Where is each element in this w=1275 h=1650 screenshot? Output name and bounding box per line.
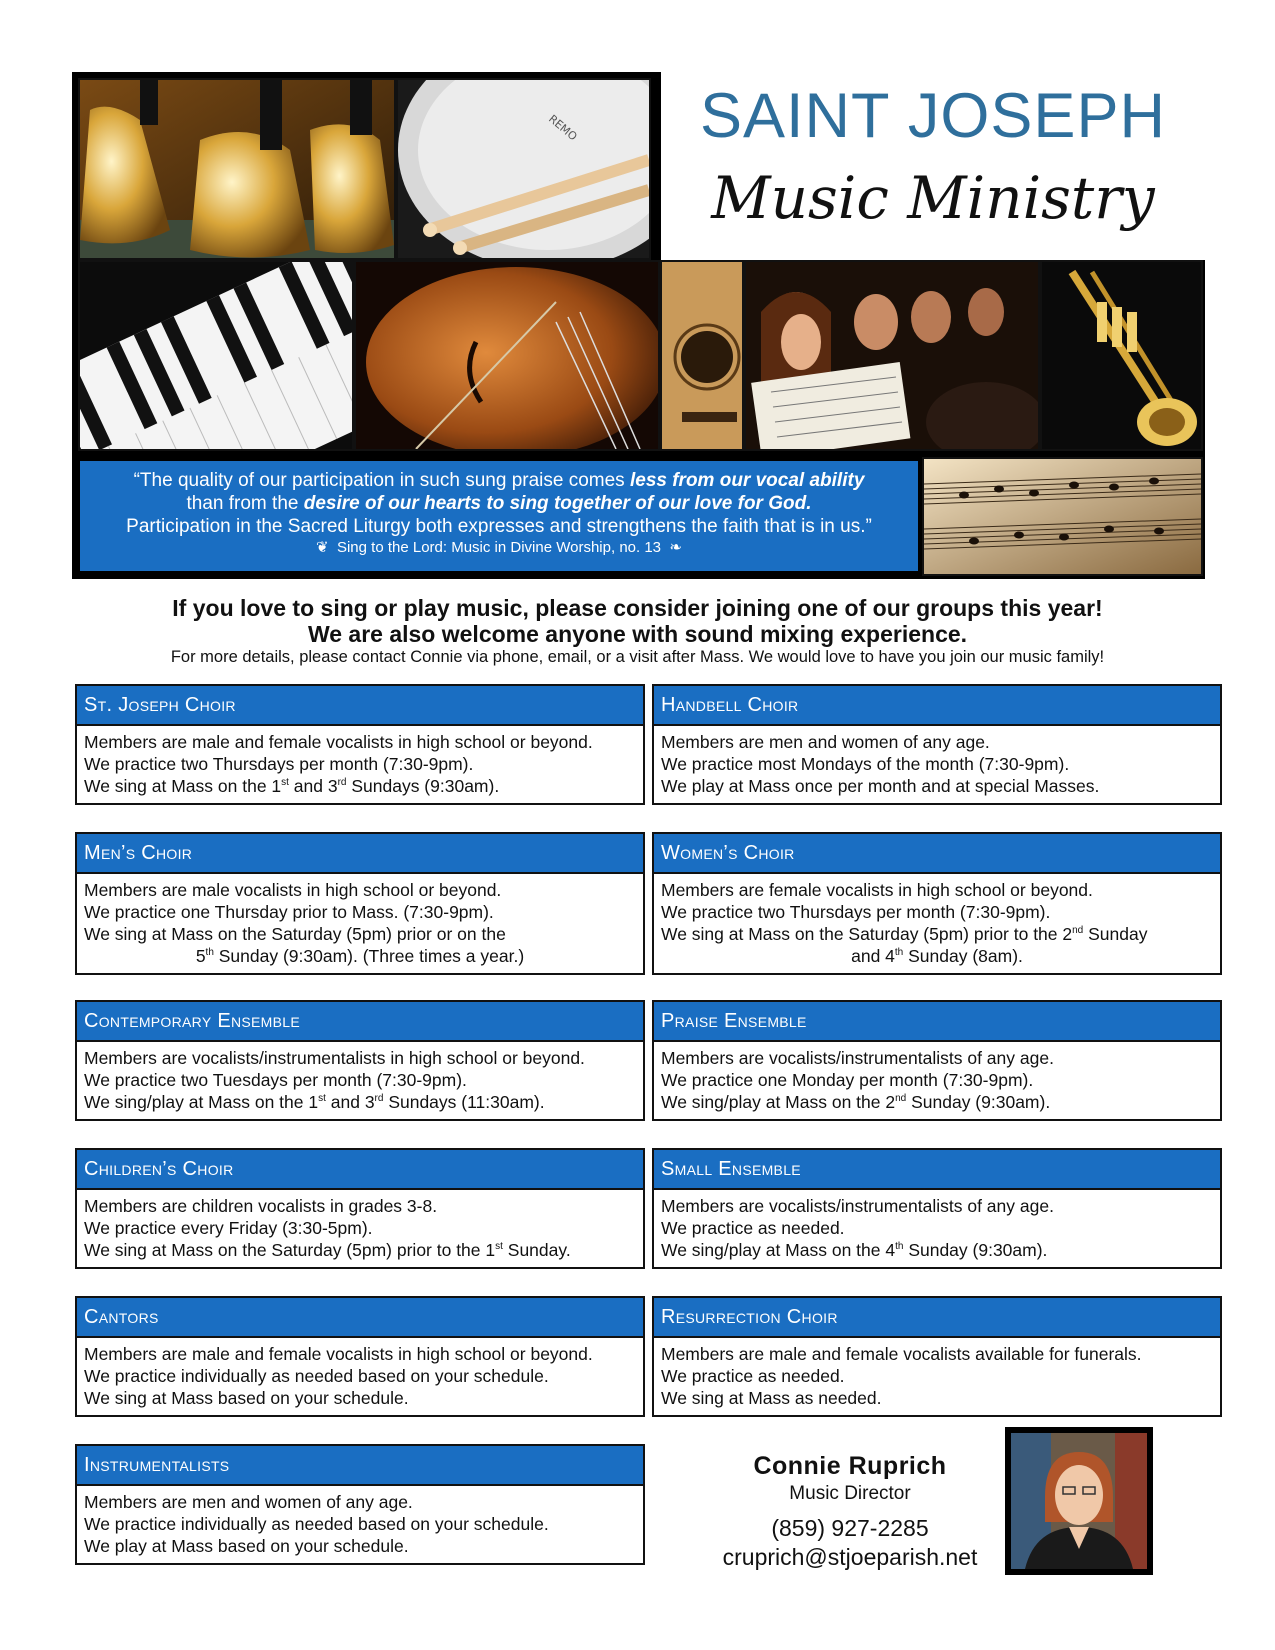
ornament-left-icon: ❦ — [316, 539, 329, 556]
brand-box — [661, 72, 1205, 260]
contact-role: Music Director — [789, 1483, 911, 1504]
group-card-mens-choir — [75, 832, 645, 975]
group-card-praise-ensemble — [652, 1000, 1222, 1121]
group-card-womens-choir — [652, 832, 1222, 975]
group-details: Members are male and female vocalists in high school or beyond. We practice two Thursdays per month (7:30-9pm). We sing at Mass on the 1st and 3rd Sundays (9:30am). — [84, 732, 593, 796]
page-title: SAINT JOSEPH — [700, 81, 1166, 151]
group-title: Women’s Choir — [654, 834, 1220, 874]
group-details: Members are male and female vocalists in high school or beyond. We practice individually as needed based on your schedule. We sing at Mass based on your schedule. — [84, 1344, 593, 1408]
quote-line-2: than from the desire of our hearts to sing together of our love for God. — [186, 493, 812, 514]
quote-line-3: Participation in the Sacred Liturgy both expresses and strengthens the faith that is in us.” — [126, 516, 872, 537]
group-title: Cantors — [77, 1298, 643, 1338]
group-title: Instrumentalists — [77, 1446, 643, 1486]
group-details: Members are vocalists/instrumentalists of any age. We practice one Monday per month (7:30-9pm). We sing/play at Mass on the 2nd Sunday (9:30am). — [661, 1048, 1054, 1112]
contact-email[interactable]: cruprich@stjoeparish.net — [722, 1544, 978, 1570]
handbells-photo — [78, 78, 396, 260]
group-title: Children’s Choir — [77, 1150, 643, 1190]
group-title: Contemporary Ensemble — [77, 1002, 643, 1042]
drum-photo — [396, 78, 651, 260]
group-card-cantors — [75, 1296, 645, 1417]
group-card-handbell-choir — [652, 684, 1222, 805]
ornament-right-icon: ❧ — [669, 539, 682, 556]
group-card-contemporary-ensemble — [75, 1000, 645, 1121]
choir-singers-photo — [744, 260, 1040, 451]
quote-box — [80, 461, 918, 571]
group-title: Resurrection Choir — [654, 1298, 1220, 1338]
contact-phone[interactable]: (859) 927-2285 — [771, 1515, 929, 1541]
intro-details: For more details, please contact Connie via phone, email, or a visit after Mass. We would love to have you join our music family! — [170, 648, 1105, 666]
piano-keys-photo — [78, 260, 354, 451]
quote-line-1: “The quality of our participation in such sung praise comes less from our vocal ability — [133, 470, 865, 491]
quote-source: ❦ Sing to the Lord: Music in Divine Worship, no. 13 ❧ — [316, 539, 682, 556]
group-card-instrumentalists — [75, 1444, 645, 1565]
group-details: Members are female vocalists in high school or beyond. We practice two Thursdays per month (7:30-9pm). We sing at Mass on the Saturday (5pm) prior to the 2nd Sunday and 4th Sunday (8am). — [661, 880, 1148, 966]
group-details: Members are vocalists/instrumentalists of any age. We practice as needed. We sing/play at Mass on the 4th Sunday (9:30am). — [661, 1196, 1054, 1260]
group-details: Members are children vocalists in grades 3-8. We practice every Friday (3:30-5pm). We sing at Mass on the Saturday (5pm) prior to the 1st Sunday. — [84, 1196, 571, 1260]
group-card-st-joseph-choir — [75, 684, 645, 805]
violin-photo — [354, 260, 660, 451]
group-card-small-ensemble — [652, 1148, 1222, 1269]
sheet-music-photo — [922, 457, 1203, 576]
contact-name: Connie Ruprich — [753, 1452, 947, 1480]
group-title: St. Joseph Choir — [77, 686, 643, 726]
page-subtitle: Music Ministry — [711, 164, 1155, 232]
group-title: Praise Ensemble — [654, 1002, 1220, 1042]
guitar-photo — [660, 260, 744, 451]
intro-headline: If you love to sing or play music, please consider joining one of our groups this year! — [172, 595, 1103, 621]
group-card-resurrection-choir — [652, 1296, 1222, 1417]
trumpet-photo — [1040, 260, 1203, 451]
director-portrait-photo — [1005, 1427, 1153, 1575]
svg-text:REMO: REMO — [546, 112, 580, 144]
group-card-childrens-choir — [75, 1148, 645, 1269]
group-title: Men’s Choir — [77, 834, 643, 874]
group-details: Members are men and women of any age. We practice individually as needed based on your schedule. We play at Mass based on your schedule. — [84, 1492, 549, 1556]
group-title: Small Ensemble — [654, 1150, 1220, 1190]
group-details: Members are men and women of any age. We practice most Mondays of the month (7:30-9pm). We play at Mass once per month and at special Masses. — [661, 732, 1100, 796]
group-details: Members are male vocalists in high school or beyond. We practice one Thursday prior to Mass. (7:30-9pm). We sing at Mass on the Saturday (5pm) prior or on the 5th Sunday (9:30am). (Three times a year.) — [84, 880, 525, 966]
intro-subheadline: We are also welcome anyone with sound mixing experience. — [307, 621, 968, 647]
group-details: Members are vocalists/instrumentalists in high school or beyond. We practice two Tuesdays per month (7:30-9pm). We sing/play at Mass on the 1st and 3rd Sundays (11:30am). — [84, 1048, 585, 1112]
group-details: Members are male and female vocalists available for funerals. We practice as needed. We sing at Mass as needed. — [661, 1344, 1142, 1408]
contact-block — [690, 1452, 1010, 1571]
group-title: Handbell Choir — [654, 686, 1220, 726]
